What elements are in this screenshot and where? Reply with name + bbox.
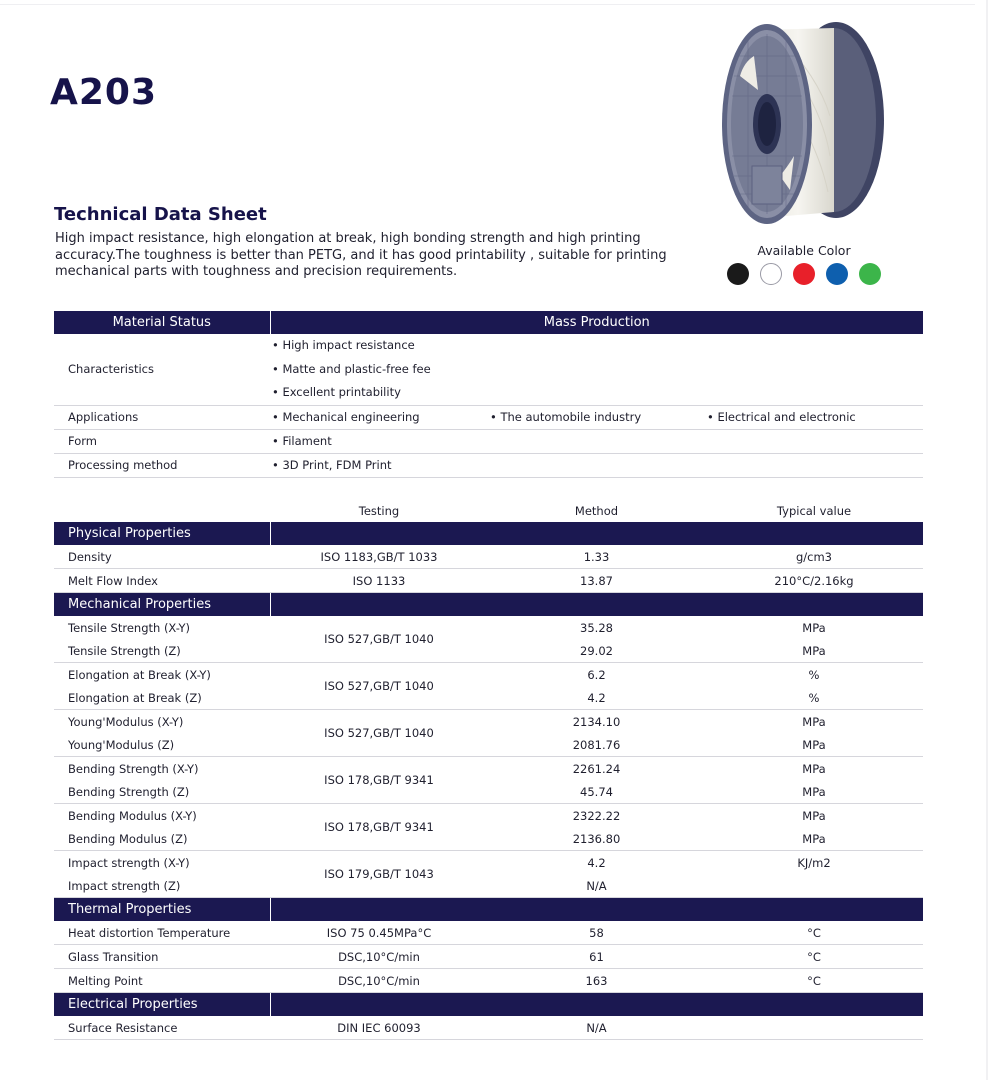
property-name: Heat distortion Temperature — [54, 921, 270, 945]
material-status-header: Material Status — [54, 311, 270, 334]
mechanical-section-title: Mechanical Properties — [54, 593, 270, 617]
method-column-header: Method — [574, 504, 619, 518]
property-typical: MPa — [802, 620, 826, 635]
property-method: 2081.76 — [488, 733, 705, 757]
property-name: Density — [54, 545, 270, 569]
characteristics-list — [270, 334, 923, 405]
property-testing: ISO 1183,GB/T 1033 — [270, 545, 488, 569]
property-name: Bending Strength (Z) — [54, 780, 270, 804]
property-method: 1.33 — [488, 545, 705, 569]
property-method: 163 — [488, 969, 705, 993]
property-testing: ISO 527,GB/T 1040 — [270, 663, 488, 710]
property-typical: MPa — [802, 808, 826, 823]
property-testing: ISO 75 0.45MPa°C — [270, 921, 488, 945]
property-typical: g/cm3 — [705, 545, 923, 569]
property-method: 45.74 — [488, 780, 705, 804]
property-testing: DSC,10°C/min — [270, 945, 488, 969]
property-row — [54, 569, 923, 593]
property-typical: °C — [705, 921, 923, 945]
property-method: 58 — [488, 921, 705, 945]
property-typical — [705, 1016, 923, 1040]
property-name: Bending Modulus (X-Y) — [68, 808, 197, 823]
typical-column-header: Typical value — [776, 504, 852, 518]
property-row — [54, 663, 923, 687]
property-row — [54, 733, 923, 757]
property-typical: 210°C/2.16kg — [705, 569, 923, 593]
thermal-section-title: Thermal Properties — [54, 898, 270, 922]
property-testing: ISO 179,GB/T 1043 — [270, 851, 488, 898]
physical-section-header — [54, 522, 923, 545]
available-color-label: Available Color — [757, 243, 851, 258]
section-header-filler — [270, 522, 923, 545]
property-typical: % — [808, 667, 820, 682]
properties-column-header — [54, 500, 923, 522]
property-typical: MPa — [705, 639, 923, 663]
characteristics-row — [54, 334, 923, 405]
property-row — [54, 851, 923, 875]
product-title: A203 — [50, 72, 158, 113]
property-name: Bending Strength (X-Y) — [68, 761, 199, 776]
swatch-white[interactable] — [760, 263, 782, 285]
property-method: 35.28 — [580, 620, 613, 635]
electrical-section-title: Electrical Properties — [54, 993, 270, 1017]
property-name: Melting Point — [54, 969, 270, 993]
property-name: Impact strength (Z) — [54, 874, 270, 898]
property-typical: MPa — [705, 827, 923, 851]
product-description: High impact resistance, high elongation at break, high bonding strength and high printing accuracy.The toughness is better than PETG, and it has good printability , suitable for printing mechanical parts with toughness and precision requirements. — [55, 231, 667, 279]
property-method: 6.2 — [587, 667, 606, 682]
section-header-filler — [270, 993, 923, 1017]
property-typical — [705, 874, 923, 898]
properties-body — [54, 522, 923, 1040]
property-row — [54, 1016, 923, 1040]
property-typical: MPa — [802, 714, 826, 729]
property-row — [54, 780, 923, 804]
property-name: Impact strength (X-Y) — [68, 855, 190, 870]
applications-row — [54, 405, 923, 429]
property-name: Glass Transition — [54, 945, 270, 969]
characteristic-item: • Excellent printability — [272, 385, 401, 399]
property-method: 13.87 — [488, 569, 705, 593]
processing-row — [54, 453, 923, 477]
property-method: 2134.10 — [572, 714, 621, 729]
property-method: 2261.24 — [572, 761, 621, 776]
application-item: • The automobile industry — [488, 405, 705, 429]
property-row — [54, 969, 923, 993]
property-testing: ISO 178,GB/T 9341 — [270, 804, 488, 851]
physical-section-title: Physical Properties — [54, 522, 270, 545]
property-name: Elongation at Break (X-Y) — [68, 667, 211, 682]
property-typical: °C — [705, 945, 923, 969]
top-divider — [0, 4, 975, 5]
property-name: Young'Modulus (X-Y) — [68, 714, 184, 729]
property-name: Young'Modulus (Z) — [54, 733, 270, 757]
property-row — [54, 921, 923, 945]
property-method: N/A — [488, 1016, 705, 1040]
property-row — [54, 616, 923, 639]
property-row — [54, 639, 923, 663]
property-name: Tensile Strength (X-Y) — [68, 620, 191, 635]
mechanical-section-header — [54, 593, 923, 617]
form-value: • Filament — [270, 429, 923, 453]
property-typical: MPa — [802, 761, 826, 776]
electrical-section-header — [54, 993, 923, 1017]
property-testing: ISO 1133 — [270, 569, 488, 593]
property-testing: ISO 178,GB/T 9341 — [270, 757, 488, 804]
property-testing: DIN IEC 60093 — [270, 1016, 488, 1040]
property-typical: MPa — [705, 780, 923, 804]
testing-column-header: Testing — [358, 504, 400, 518]
processing-label: Processing method — [54, 453, 270, 477]
property-row — [54, 874, 923, 898]
characteristic-item: • High impact resistance — [272, 338, 415, 352]
application-item: • Mechanical engineering — [270, 405, 488, 429]
property-row — [54, 686, 923, 710]
characteristics-label: Characteristics — [54, 334, 270, 405]
section-header-filler — [270, 593, 923, 617]
property-name: Surface Resistance — [54, 1016, 270, 1040]
property-method: 2322.22 — [572, 808, 621, 823]
form-label: Form — [54, 429, 270, 453]
property-method: 4.2 — [488, 686, 705, 710]
swatch-green[interactable] — [859, 263, 881, 285]
property-name: Elongation at Break (Z) — [54, 686, 270, 710]
property-typical: % — [705, 686, 923, 710]
property-name: Bending Modulus (Z) — [54, 827, 270, 851]
property-name: Tensile Strength (Z) — [54, 639, 270, 663]
swatch-blue[interactable] — [826, 263, 848, 285]
property-row — [54, 945, 923, 969]
property-testing: ISO 527,GB/T 1040 — [270, 710, 488, 757]
property-row — [54, 545, 923, 569]
properties-table — [54, 500, 923, 1040]
material-header-row — [54, 311, 923, 334]
form-row — [54, 429, 923, 453]
property-method: 61 — [488, 945, 705, 969]
section-header-filler — [270, 898, 923, 922]
sheet-subtitle: Technical Data Sheet — [54, 204, 267, 225]
property-row — [54, 804, 923, 828]
filament-spool-image — [718, 16, 890, 242]
property-testing: ISO 527,GB/T 1040 — [270, 616, 488, 663]
property-typical: KJ/m2 — [797, 855, 831, 870]
property-testing: DSC,10°C/min — [270, 969, 488, 993]
property-method: N/A — [488, 874, 705, 898]
property-method: 2136.80 — [488, 827, 705, 851]
thermal-section-header — [54, 898, 923, 922]
material-table — [54, 311, 923, 478]
property-row — [54, 827, 923, 851]
property-row — [54, 710, 923, 734]
swatch-red[interactable] — [793, 263, 815, 285]
property-typical: °C — [705, 969, 923, 993]
application-item: • Electrical and electronic — [705, 405, 923, 429]
swatch-black[interactable] — [727, 263, 749, 285]
property-method: 29.02 — [488, 639, 705, 663]
property-typical: MPa — [705, 733, 923, 757]
property-method: 4.2 — [587, 855, 606, 870]
processing-value: • 3D Print, FDM Print — [270, 453, 923, 477]
property-name: Melt Flow Index — [54, 569, 270, 593]
mass-production-header: Mass Production — [270, 311, 923, 334]
property-row — [54, 757, 923, 781]
characteristic-item: • Matte and plastic-free fee — [272, 361, 431, 376]
applications-label: Applications — [54, 405, 270, 429]
